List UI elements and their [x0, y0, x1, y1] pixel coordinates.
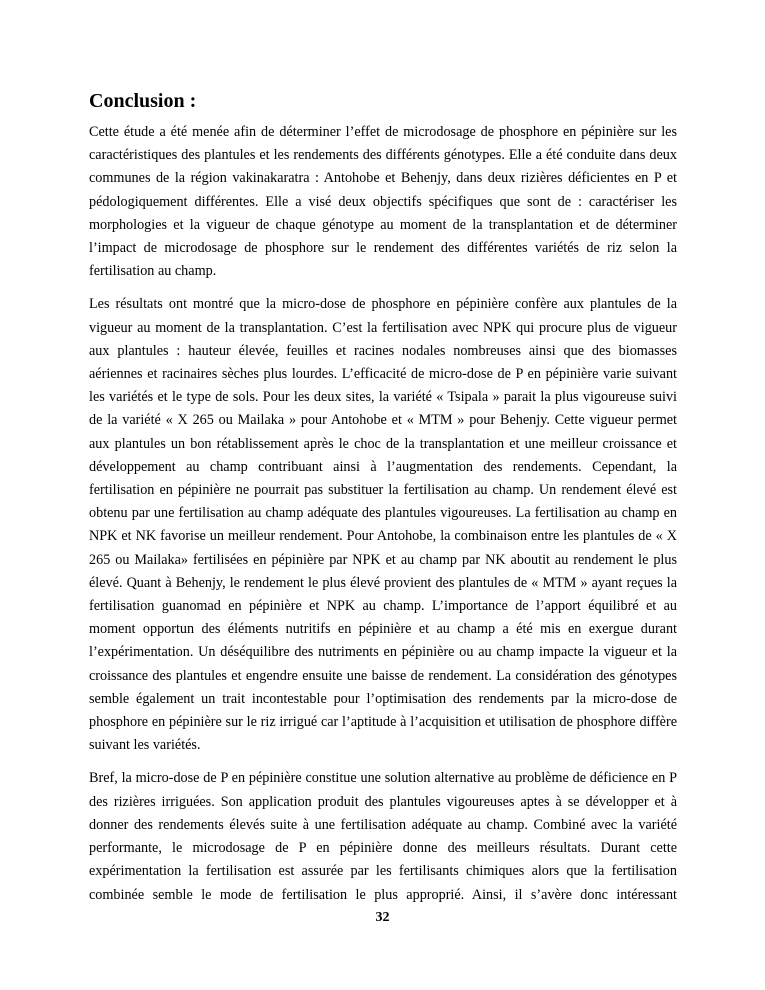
- paragraph-results: Les résultats ont montré que la micro-dose de phosphore en pépinière confère aux plantules de la vigueur au moment de la transplantation. C’est la fertilisation avec NPK qui procure plus de vigueur aux plantules : hauteur élevée, feuilles et racines nodales nombreuses ainsi que des biomasses aériennes et racinaires sèches plus lourdes. L’efficacité de micro-dose de P en pépinière varie suivant les variétés et le type de sols. Pour les deux sites, la variété « Tsipala » parait la plus vigoureuse suivi de la variété « X 265 ou Mailaka » pour Antohobe et « MTM » pour Behenjy. Cette vigueur permet aux plantules un bon rétablissement après le choc de la transplantation et une meilleur croissance et développement au champ contribuant ainsi à l’augmentation des rendements. Cependant, la fertilisation en pépinière ne pourrait pas substituer la fertilisation au champ. Un rendement élevé est obtenu par une fertilisation au champ adéquate des plantules vigoureuses. La fertilisation au champ en NPK et NK favorise un meilleur rendement. Pour Antohobe, la combinaison entre les plantules de « X 265 ou Mailaka» fertilisées en pépinière par NPK et au champ par NK aboutit au rendement le plus élevé. Quant à Behenjy, le rendement le plus élevé provient des plantules de « MTM » ayant reçues la fertilisation guanomad en pépinière et NPK au champ. L’importance de l’apport équilibré et au moment opportun des éléments nutritifs en pépinière et au champ a été mis en exergue durant l’expérimentation. Un déséquilibre des nutriments en pépinière ou au champ impacte la vigueur et la croissance des plantules et engendre ensuite une baisse de rendement. La considération des génotypes semble également un trait incontestable pour l’optimisation des rendements par la micro-dose de phosphore en pépinière sur le riz irrigué car l’aptitude à l’acquisition et utilisation de phosphore diffère suivant les variétés.: [89, 296, 677, 754]
- paragraph-summary: Bref, la micro-dose de P en pépinière constitue une solution alternative au problème de déficience en P des rizières irriguées. Son application produit des plantules vigoureuses aptes à se développer et à donner des rendements élevés suite à une fertilisation adéquate au champ. Combiné avec la variété performante, le microdosage de P en pépinière donne des meilleurs résultats. Durant cette expérimentation la fertilisation est assurée par les fertilisants chimiques alors que la fertilisation combinée semble le mode de fertilisation le plus approprié. Ainsi, il s’avère donc intéressant: [89, 770, 677, 903]
- page-number: 32: [375, 910, 390, 925]
- paragraph-objectives: Cette étude a été menée afin de déterminer l’effet de microdosage de phosphore en pépinière sur les caractéristiques des plantules et les rendements des différents génotypes. Elle a été conduite dans deux communes de la région vakinakaratra : Antohobe et Behenjy, dans deux rizières déficientes en P et pédologiquement différentes. Elle a visé deux objectifs spécifiques que sont de : caractériser les morphologies et la vigueur de chaque génotype au moment de la transplantation et de déterminer l’impact de microdosage de phosphore sur le rendement des différentes variétés de riz selon la fertilisation au champ.: [89, 124, 677, 280]
- body-text: [89, 121, 677, 917]
- section-heading: Conclusion :: [89, 90, 197, 112]
